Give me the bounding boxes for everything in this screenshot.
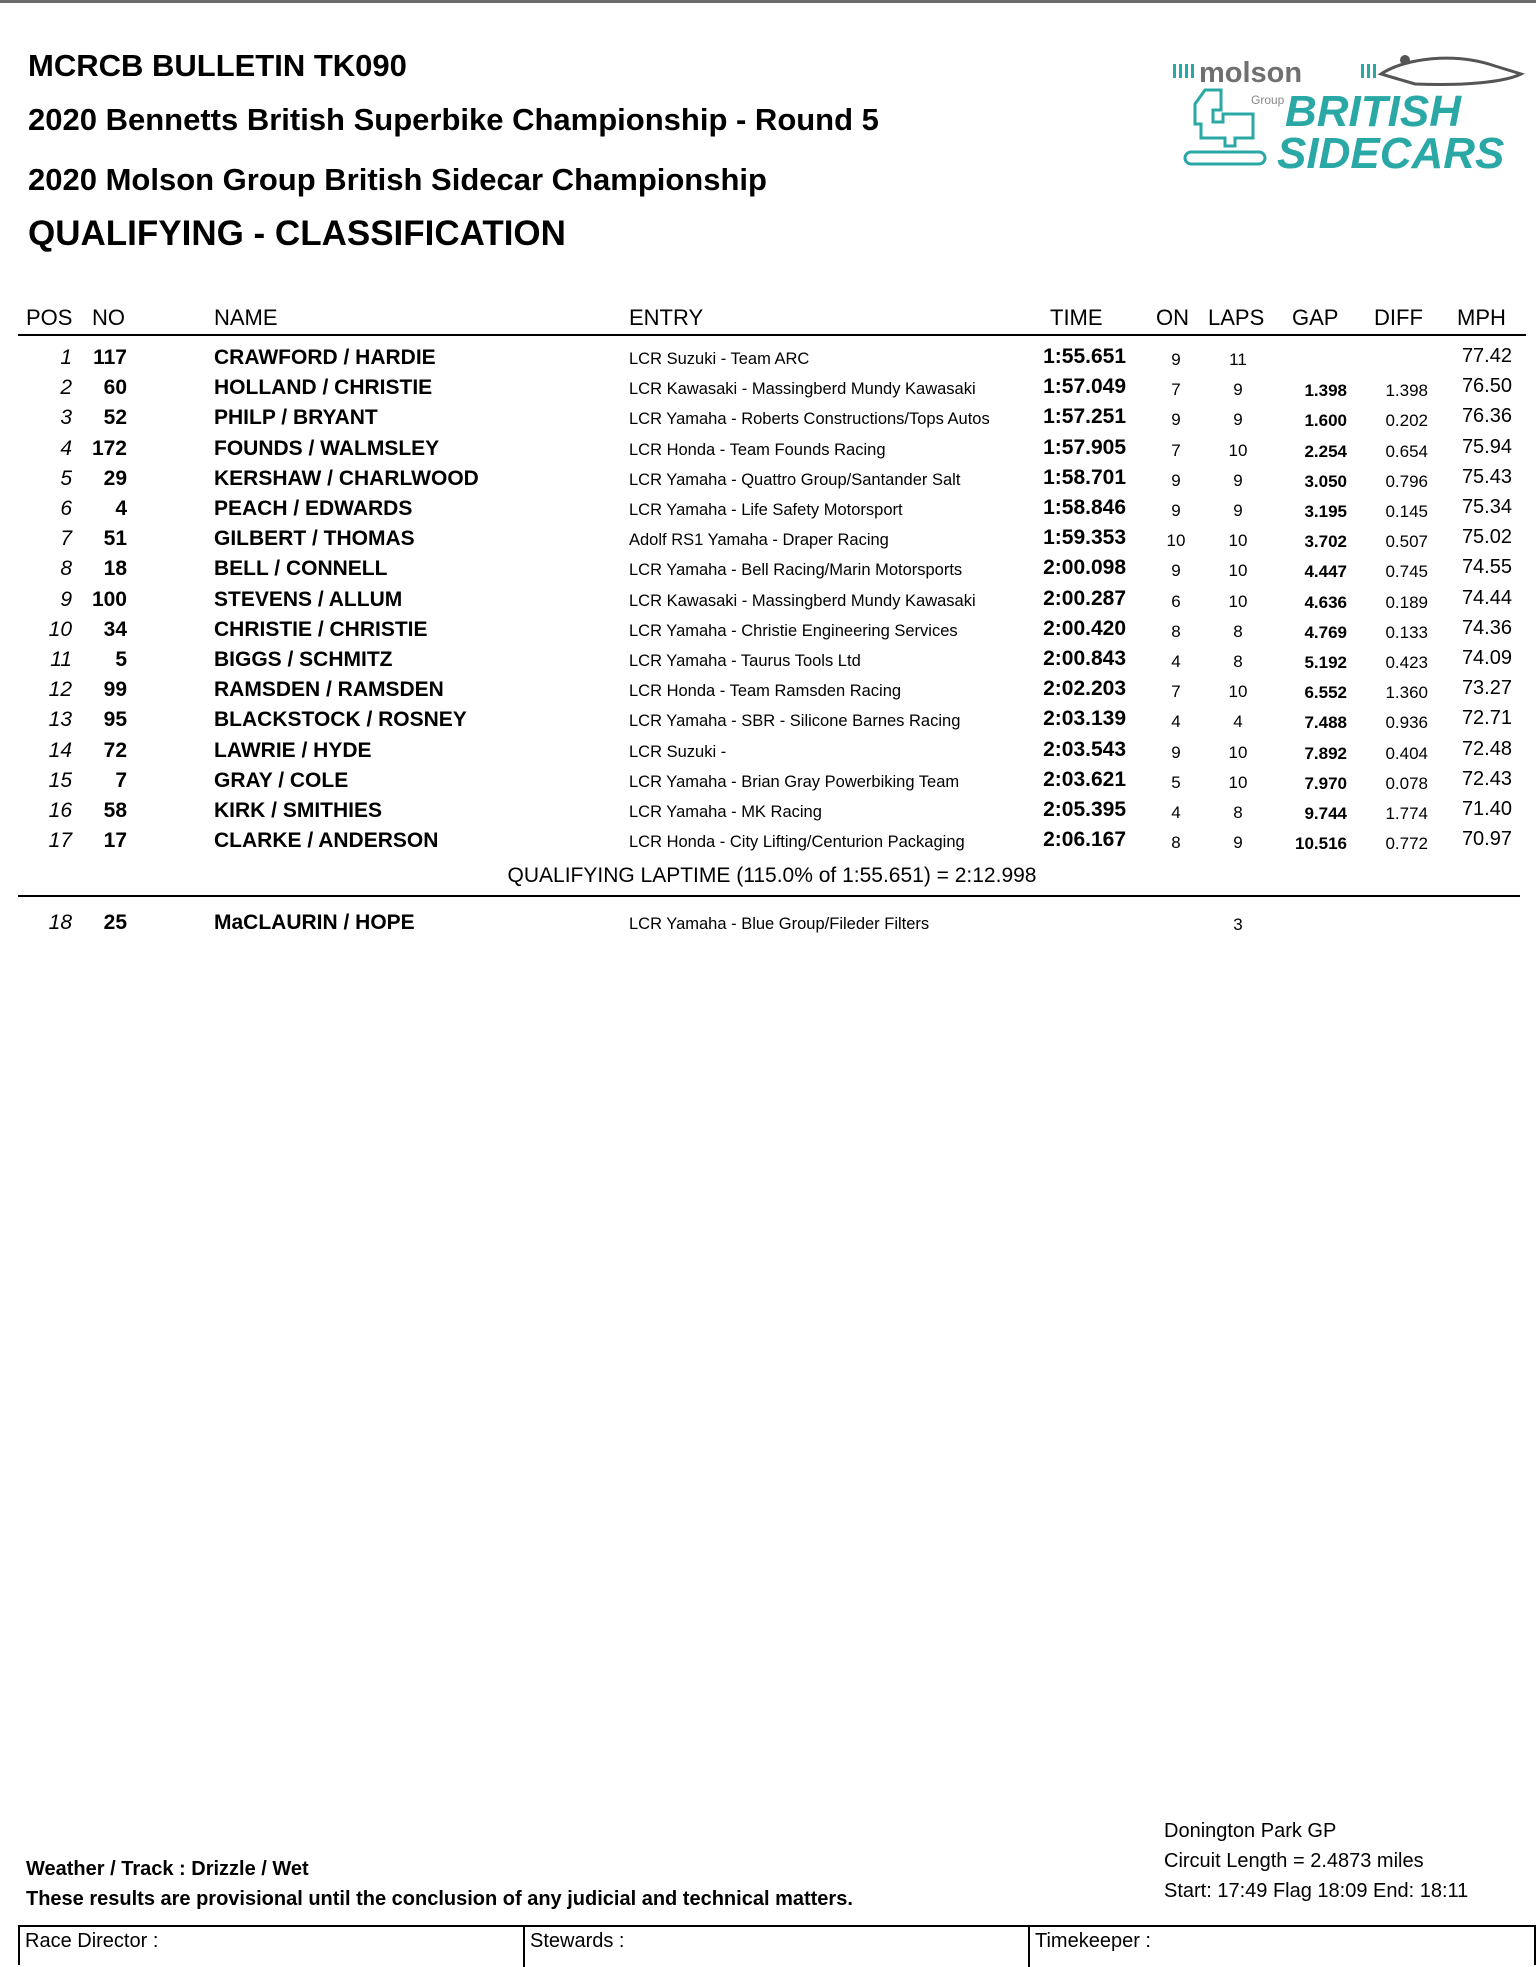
col-time: TIME — [1050, 305, 1103, 330]
cell-entry: LCR Yamaha - Blue Group/Fileder Filters — [629, 915, 930, 933]
championship-title: 2020 Molson Group British Sidecar Championship — [28, 162, 767, 197]
col-gap: GAP — [1292, 305, 1339, 330]
cell-diff: 1.360 — [1385, 683, 1428, 703]
cell-entry: LCR Suzuki - — [629, 742, 727, 761]
cell-time: 1:57.251 — [1043, 405, 1126, 429]
cell-name: PEACH / EDWARDS — [214, 497, 413, 520]
cell-laps: 10 — [1228, 561, 1248, 581]
cell-on: 9 — [1171, 410, 1181, 430]
cell-on: 6 — [1171, 591, 1181, 611]
cell-laps: 9 — [1233, 410, 1243, 430]
cell-laps: 10 — [1228, 591, 1248, 611]
cell-name: CRAWFORD / HARDIE — [214, 346, 436, 369]
cell-on: 9 — [1171, 501, 1181, 520]
cell-on: 5 — [1171, 772, 1181, 792]
cell-no: 18 — [103, 557, 127, 581]
cell-no: 60 — [103, 376, 127, 400]
cell-mph: 72.71 — [1461, 707, 1512, 730]
cell-mph: 77.42 — [1461, 345, 1512, 367]
cell-time: 2:03.621 — [1043, 767, 1126, 791]
cell-pos: 7 — [60, 527, 72, 551]
cell-time: 1:57.049 — [1043, 375, 1126, 399]
table-row — [0, 403, 1536, 433]
cell-laps: 9 — [1233, 833, 1243, 853]
cell-laps: 8 — [1233, 621, 1243, 641]
cell-no: 100 — [91, 587, 127, 611]
cell-diff: 0.133 — [1385, 622, 1428, 642]
cell-pos: 5 — [60, 466, 72, 490]
table-row — [0, 826, 1536, 856]
cell-pos: 13 — [48, 708, 72, 732]
cell-entry: LCR Yamaha - Roberts Constructions/Tops Autos — [629, 410, 990, 429]
table-row — [0, 585, 1536, 615]
table-row — [0, 373, 1536, 403]
col-name: NAME — [214, 305, 278, 330]
cell-pos: 3 — [60, 406, 72, 430]
table-row — [0, 705, 1536, 735]
logo-brand-text: molson — [1199, 57, 1303, 89]
cell-laps: 11 — [1229, 350, 1247, 369]
cell-time: 1:55.651 — [1043, 345, 1126, 368]
col-mph: MPH — [1457, 305, 1506, 330]
cell-mph: 72.43 — [1461, 767, 1512, 790]
cell-diff: 1.398 — [1385, 381, 1428, 401]
cell-gap: 3.702 — [1304, 532, 1347, 552]
cell-gap: 7.970 — [1304, 773, 1347, 793]
cell-entry: LCR Yamaha - Life Safety Motorsport — [629, 501, 903, 519]
cell-pos: 9 — [60, 587, 72, 611]
table-row — [0, 675, 1536, 705]
cell-name: BELL / CONNELL — [214, 557, 388, 581]
cell-no: 4 — [115, 497, 127, 520]
cell-entry: LCR Yamaha - Quattro Group/Santander Salt — [629, 470, 961, 489]
rider-helmet-icon — [1400, 55, 1410, 65]
table-row — [0, 554, 1536, 584]
cell-name: KERSHAW / CHARLWOOD — [214, 466, 479, 490]
cell-mph: 75.94 — [1461, 435, 1512, 458]
cell-pos: 8 — [60, 557, 72, 581]
logo-line2-text: SIDECARS — [1277, 129, 1505, 178]
cell-name: BLACKSTOCK / ROSNEY — [214, 708, 467, 732]
cell-laps: 10 — [1228, 682, 1248, 702]
cell-diff: 0.145 — [1385, 502, 1428, 521]
cell-on: 4 — [1171, 803, 1181, 822]
cell-on: 8 — [1171, 833, 1181, 853]
cell-pos: 2 — [60, 376, 72, 400]
cell-entry: LCR Honda - City Lifting/Centurion Packaging — [629, 833, 965, 852]
cell-name: BIGGS / SCHMITZ — [214, 648, 393, 671]
cell-entry: LCR Kawasaki - Massingberd Mundy Kawasaki — [629, 591, 976, 610]
timekeeper-signature: Timekeeper : — [1035, 1930, 1151, 1952]
cell-diff: 0.202 — [1385, 411, 1428, 431]
cell-on: 4 — [1171, 712, 1181, 732]
col-no: NO — [92, 305, 125, 330]
cell-no: 99 — [103, 678, 127, 702]
table-row — [0, 766, 1536, 796]
col-laps: LAPS — [1208, 305, 1265, 330]
cell-no: 25 — [103, 911, 127, 934]
cell-pos: 18 — [48, 911, 72, 934]
qualifying-laptime-text: QUALIFYING LAPTIME (115.0% of 1:55.651) = 2:12.998 — [507, 864, 1037, 887]
cell-pos: 17 — [48, 829, 72, 853]
cell-mph: 71.40 — [1461, 798, 1512, 820]
cell-diff: 0.796 — [1385, 471, 1428, 491]
col-on: ON — [1156, 305, 1189, 330]
cell-laps: 9 — [1233, 380, 1243, 400]
cell-mph: 74.55 — [1461, 556, 1512, 579]
cell-on: 9 — [1171, 742, 1181, 762]
cell-name: MaCLAURIN / HOPE — [214, 911, 415, 934]
cell-time: 1:58.846 — [1043, 496, 1126, 519]
table-row — [0, 434, 1536, 464]
logo-line1-text: BRITISH — [1285, 87, 1461, 136]
cell-no: 52 — [103, 406, 127, 430]
signature-box — [18, 1925, 1536, 1965]
cell-mph: 75.34 — [1461, 496, 1512, 518]
cell-on: 9 — [1171, 470, 1181, 490]
cell-entry: LCR Yamaha - Christie Engineering Services — [629, 621, 958, 640]
col-diff: DIFF — [1374, 305, 1423, 330]
cell-pos: 6 — [60, 497, 72, 520]
cell-time: 1:58.701 — [1043, 465, 1126, 489]
cell-entry: LCR Kawasaki - Massingberd Mundy Kawasaki — [629, 380, 976, 399]
cell-no: 58 — [103, 799, 127, 822]
cell-name: PHILP / BRYANT — [214, 406, 378, 430]
cell-time: 2:00.420 — [1043, 616, 1126, 640]
cell-diff: 1.774 — [1385, 804, 1428, 823]
cell-pos: 14 — [48, 738, 72, 762]
cell-gap: 3.195 — [1304, 502, 1347, 521]
cell-gap: 4.447 — [1304, 562, 1347, 582]
cell-no: 95 — [103, 708, 127, 732]
cell-laps: 3 — [1233, 915, 1243, 934]
cell-on: 7 — [1171, 380, 1181, 400]
cell-name: LAWRIE / HYDE — [214, 738, 372, 762]
cell-on: 8 — [1171, 621, 1181, 641]
qualifying-laptime-note — [0, 864, 1536, 888]
cell-pos: 16 — [48, 799, 72, 822]
cell-laps: 10 — [1228, 531, 1248, 551]
cell-entry: LCR Yamaha - Brian Gray Powerbiking Team — [629, 772, 960, 791]
cell-entry: LCR Honda - Team Founds Racing — [629, 440, 886, 459]
cell-entry: LCR Yamaha - MK Racing — [629, 803, 822, 821]
cell-diff: 0.772 — [1385, 834, 1428, 854]
cell-time: 2:00.287 — [1043, 586, 1126, 610]
cell-on: 7 — [1171, 440, 1181, 460]
table-row — [0, 524, 1536, 554]
cell-diff: 0.189 — [1385, 592, 1428, 612]
cell-time: 2:02.203 — [1043, 677, 1126, 701]
cell-diff: 0.936 — [1385, 713, 1428, 733]
cell-no: 7 — [115, 768, 127, 792]
table-row — [0, 645, 1536, 675]
cell-mph: 74.44 — [1461, 586, 1512, 609]
cell-diff: 0.654 — [1385, 441, 1428, 461]
cell-entry: LCR Yamaha - SBR - Silicone Barnes Racing — [629, 712, 961, 731]
col-pos: POS — [26, 305, 73, 330]
provisional-notice: These results are provisional until the conclusion of any judicial and technical matters. — [26, 1888, 853, 1910]
cell-time: 1:59.353 — [1043, 526, 1126, 550]
cell-diff: 0.423 — [1385, 653, 1428, 672]
bulletin-title: MCRCB BULLETIN TK090 — [28, 48, 407, 83]
cell-diff: 0.507 — [1385, 532, 1428, 552]
cell-entry: LCR Honda - Team Ramsden Racing — [629, 682, 902, 701]
cell-gap: 6.552 — [1304, 683, 1347, 703]
cell-name: FOUNDS / WALMSLEY — [214, 436, 440, 460]
cell-laps: 9 — [1233, 501, 1243, 520]
event-title: 2020 Bennetts British Superbike Championship - Round 5 — [28, 102, 879, 137]
cell-gap: 5.192 — [1304, 653, 1347, 672]
header-rule — [18, 334, 1526, 336]
cell-name: STEVENS / ALLUM — [214, 587, 403, 611]
cell-mph: 76.36 — [1461, 405, 1512, 428]
cell-gap: 3.050 — [1304, 471, 1347, 491]
cell-pos: 4 — [60, 436, 72, 460]
cell-gap: 1.398 — [1304, 381, 1347, 401]
cell-mph: 75.02 — [1461, 526, 1512, 549]
cell-mph: 74.36 — [1461, 616, 1512, 639]
table-row — [0, 736, 1536, 766]
cell-pos: 11 — [50, 648, 72, 671]
cell-no: 17 — [103, 829, 127, 853]
cell-entry: LCR Yamaha - Bell Racing/Marin Motorsports — [629, 561, 963, 580]
cell-diff: 0.404 — [1385, 743, 1428, 763]
cell-entry: Adolf RS1 Yamaha - Draper Racing — [629, 531, 889, 550]
cell-mph: 70.97 — [1461, 828, 1512, 851]
cell-diff: 0.078 — [1385, 773, 1428, 793]
cell-mph: 72.48 — [1461, 737, 1512, 760]
cell-pos: 1 — [60, 346, 72, 369]
cell-pos: 15 — [48, 768, 72, 792]
logo-stripes-right — [1361, 64, 1376, 78]
table-row — [0, 343, 1536, 373]
table-row — [0, 615, 1536, 645]
cell-on: 7 — [1171, 682, 1181, 702]
cell-gap: 9.744 — [1304, 804, 1347, 823]
cell-diff: 0.745 — [1385, 562, 1428, 582]
cell-on: 10 — [1166, 531, 1186, 551]
cell-no: 34 — [103, 617, 127, 641]
cell-laps: 10 — [1228, 440, 1248, 460]
cell-gap: 10.516 — [1295, 834, 1347, 854]
cell-mph: 74.09 — [1461, 647, 1512, 669]
cell-gap: 4.636 — [1304, 592, 1347, 612]
table-row — [0, 796, 1536, 826]
circuit-length: Circuit Length = 2.4873 miles — [1164, 1850, 1424, 1872]
cell-on: 4 — [1171, 652, 1181, 671]
qualifying-cutoff-rule — [18, 895, 1520, 897]
cell-mph: 75.43 — [1461, 465, 1512, 488]
cell-mph: 73.27 — [1461, 677, 1512, 700]
logo-group-text: Group — [1251, 93, 1285, 107]
cell-name: CLARKE / ANDERSON — [214, 829, 439, 853]
table-row — [0, 494, 1536, 524]
cell-gap: 2.254 — [1304, 441, 1347, 461]
cell-time: 2:03.139 — [1043, 707, 1126, 731]
cell-laps: 8 — [1233, 803, 1243, 822]
cell-laps: 4 — [1233, 712, 1243, 732]
cell-entry: LCR Suzuki - Team ARC — [629, 350, 810, 368]
venue-name: Donington Park GP — [1164, 1820, 1337, 1842]
cell-laps: 9 — [1233, 470, 1243, 490]
cell-time: 1:57.905 — [1043, 435, 1126, 459]
cell-name: HOLLAND / CHRISTIE — [214, 376, 433, 400]
cell-on: 9 — [1171, 561, 1181, 581]
race-director-signature: Race Director : — [20, 1927, 525, 1967]
table-header — [0, 302, 1536, 334]
session-times: Start: 17:49 Flag 18:09 End: 18:11 — [1164, 1880, 1469, 1902]
cell-time: 2:05.395 — [1043, 798, 1126, 821]
cell-gap: 4.769 — [1304, 622, 1347, 642]
cell-no: 72 — [103, 738, 127, 762]
cell-no: 51 — [103, 527, 127, 551]
cell-name: GILBERT / THOMAS — [214, 527, 415, 551]
session-title: QUALIFYING - CLASSIFICATION — [28, 214, 566, 253]
cell-gap: 7.488 — [1304, 713, 1347, 733]
cell-name: GRAY / COLE — [214, 768, 349, 792]
cell-on: 9 — [1171, 350, 1181, 369]
cell-time: 2:00.098 — [1043, 556, 1126, 580]
cell-laps: 10 — [1228, 742, 1248, 762]
logo-stripes-left — [1173, 64, 1194, 78]
cell-no: 5 — [115, 648, 127, 671]
cell-time: 2:06.167 — [1043, 828, 1126, 852]
table-row — [0, 908, 1536, 938]
cell-name: RAMSDEN / RAMSDEN — [214, 678, 444, 702]
top-border — [0, 0, 1536, 3]
cell-no: 117 — [93, 346, 127, 369]
cell-gap: 7.892 — [1304, 743, 1347, 763]
cell-time: 2:03.543 — [1043, 737, 1126, 761]
cell-pos: 12 — [48, 678, 72, 702]
cell-name: CHRISTIE / CHRISTIE — [214, 617, 428, 641]
col-entry: ENTRY — [629, 305, 704, 330]
cell-pos: 10 — [48, 617, 72, 641]
cell-time: 2:00.843 — [1043, 647, 1126, 670]
cell-entry: LCR Yamaha - Taurus Tools Ltd — [629, 652, 861, 670]
table-row — [0, 464, 1536, 494]
cell-laps: 8 — [1233, 652, 1243, 671]
molson-british-sidecars-logo — [1165, 52, 1527, 182]
cell-gap: 1.600 — [1304, 411, 1347, 431]
cell-no: 172 — [91, 436, 127, 460]
weather-track-conditions: Weather / Track : Drizzle / Wet — [26, 1858, 309, 1880]
cell-laps: 10 — [1228, 772, 1248, 792]
cell-mph: 76.50 — [1461, 375, 1512, 398]
stewards-signature: Stewards : — [525, 1927, 1030, 1967]
cell-name: KIRK / SMITHIES — [214, 799, 383, 822]
cell-no: 29 — [103, 466, 127, 490]
